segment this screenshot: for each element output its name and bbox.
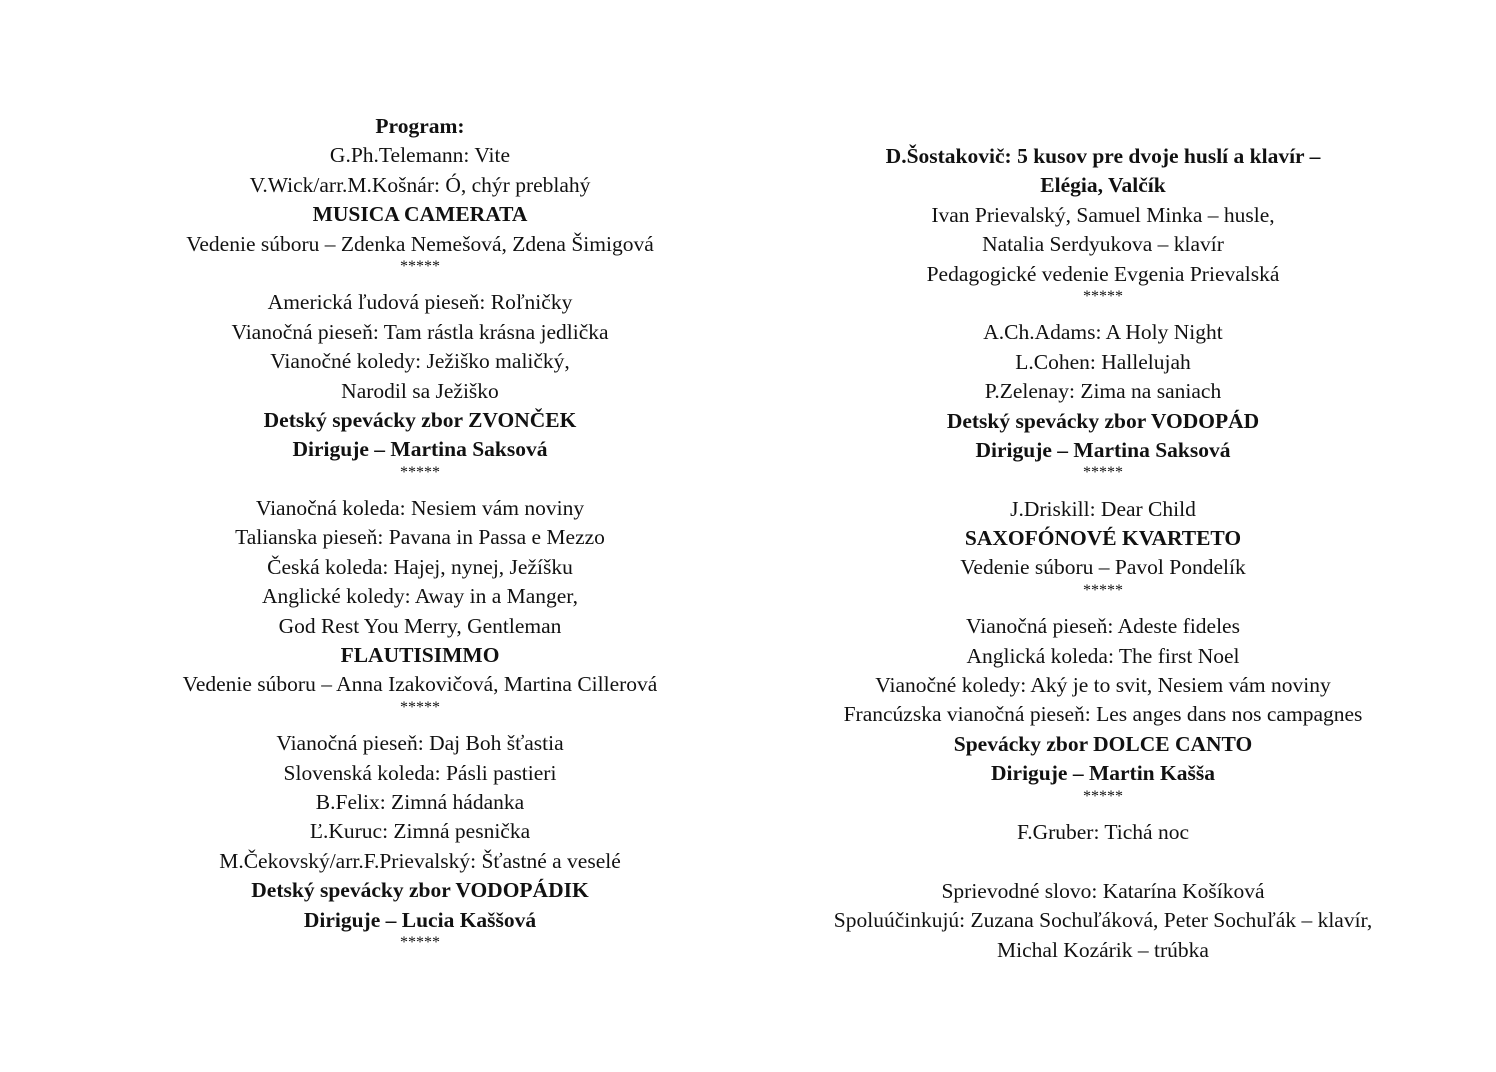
- program-item-ivan-prievalsky-samuel-minka-husle: Ivan Prievalský, Samuel Minka – husle,: [931, 202, 1275, 227]
- program-item-slovenska-koleda-pasli-pastieri: Slovenská koleda: Pásli pastieri: [283, 760, 557, 785]
- program-item-francuzska-vianocna-piesen-les-anges-dan: Francúzska vianočná pieseň: Les anges dans nos campagnes: [843, 702, 1363, 727]
- ensemble-heading-elegia-valcik: Elégia, Valčík: [1040, 173, 1166, 198]
- program-item-v-wick-arr-m-kosnar-o-chyr-preblahy: V.Wick/arr.M.Košnár: Ó, chýr preblahý: [249, 172, 591, 197]
- program-item-b-felix-zimna-hadanka: B.Felix: Zimná hádanka: [315, 789, 525, 814]
- program-item-pedagogicke-vedenie-evgenia-prievalska: Pedagogické vedenie Evgenia Prievalská: [926, 261, 1280, 286]
- section-divider: *****: [400, 463, 440, 481]
- ensemble-heading-detsky-spevacky-zbor-vodopadik: Detský spevácky zbor VODOPÁDIK: [251, 878, 589, 903]
- program-item-natalia-serdyukova-klavir: Natalia Serdyukova – klavír: [982, 232, 1224, 257]
- program-item-g-ph-telemann-vite: G.Ph.Telemann: Vite: [329, 143, 511, 168]
- section-divider: *****: [400, 257, 440, 275]
- program-item-l-cohen-hallelujah: L.Cohen: Hallelujah: [1015, 349, 1191, 374]
- program-item-ceska-koleda-hajej-nynej-jezisku: Česká koleda: Hajej, nynej, Ježíšku: [267, 554, 573, 579]
- program-left-column: [120, 112, 720, 964]
- ensemble-heading-program: Program:: [375, 114, 465, 138]
- blank-line: [790, 847, 1416, 876]
- program-item-vedenie-suboru-anna-izakovicova-martina-: Vedenie súboru – Anna Izakovičová, Martina Cillerová: [182, 672, 658, 697]
- ensemble-heading-musica-camerata: MUSICA CAMERATA: [312, 202, 528, 227]
- ensemble-heading-diriguje-lucia-kassova: Diriguje – Lucia Kaššová: [303, 907, 537, 932]
- program-item-l-kuruc-zimna-pesnicka: Ľ.Kuruc: Zimná pesnička: [309, 819, 531, 844]
- program-item-michal-kozarik-trubka: Michal Kozárik – trúbka: [997, 937, 1209, 962]
- ensemble-heading-diriguje-martina-saksova: Diriguje – Martina Saksová: [292, 437, 548, 462]
- section-divider: *****: [1083, 787, 1123, 805]
- program-item-vianocne-koledy-jezisko-malicky: Vianočné koledy: Ježiško maličký,: [270, 349, 570, 374]
- program-item-vianocna-piesen-adeste-fideles: Vianočná pieseň: Adeste fideles: [966, 614, 1240, 639]
- program-item-vedenie-suboru-zdenka-nemesova-zdena-sim: Vedenie súboru – Zdenka Nemešová, Zdena Šimigová: [186, 231, 654, 256]
- section-divider: *****: [1083, 581, 1123, 599]
- ensemble-heading-detsky-spevacky-zbor-vodopad: Detský spevácky zbor VODOPÁD: [946, 408, 1260, 433]
- program-item-vedenie-suboru-pavol-pondelik: Vedenie súboru – Pavol Pondelík: [960, 555, 1246, 580]
- ensemble-heading-d-sostakovic-5-kusov-pre-dvoje-husli-a-k: D.Šostakovič: 5 kusov pre dvoje huslí a klavír –: [885, 144, 1321, 168]
- program-item-americka-ludova-piesen-rolnicky: Americká ľudová pieseň: Roľničky: [267, 290, 573, 315]
- program-item-god-rest-you-merry-gentleman: God Rest You Merry, Gentleman: [278, 613, 562, 638]
- ensemble-heading-diriguje-martin-kassa: Diriguje – Martin Kašša: [991, 761, 1215, 786]
- program-item-a-ch-adams-a-holy-night: A.Ch.Adams: A Holy Night: [983, 320, 1223, 345]
- program-item-vianocne-koledy-aky-je-to-svit-nesiem-va: Vianočné koledy: Aký je to svit, Nesiem vám noviny: [875, 673, 1331, 698]
- program-item-vianocna-piesen-tam-rastla-krasna-jedlic: Vianočná pieseň: Tam rástla krásna jedlička: [231, 319, 609, 344]
- program-item-narodil-sa-jezisko: Narodil sa Ježiško: [341, 378, 499, 403]
- ensemble-heading-detsky-spevacky-zbor-zvoncek: Detský spevácky zbor ZVONČEK: [263, 407, 577, 432]
- program-item-p-zelenay-zima-na-saniach: P.Zelenay: Zima na saniach: [984, 379, 1222, 404]
- section-divider: *****: [1083, 464, 1123, 482]
- program-item-vianocna-piesen-daj-boh-stastia: Vianočná pieseň: Daj Boh šťastia: [276, 731, 564, 756]
- section-divider: *****: [1083, 287, 1123, 305]
- program-item-talianska-piesen-pavana-in-passa-e-mezzo: Talianska pieseň: Pavana in Passa e Mezzo: [235, 525, 605, 550]
- program-item-anglicka-koleda-the-first-noel: Anglická koleda: The first Noel: [966, 643, 1240, 668]
- program-item-m-cekovsky-arr-f-prievalsky-stastne-a-ve: M.Čekovský/arr.F.Prievalský: Šťastné a veselé: [219, 848, 621, 873]
- ensemble-heading-flautisimmo: FLAUTISIMMO: [340, 643, 500, 668]
- program-item-spoluucinkuju-zuzana-sochulakova-peter-s: Spoluúčinkujú: Zuzana Sochuľáková, Peter Sochuľák – klavír,: [833, 908, 1373, 933]
- program-right-column: [790, 142, 1416, 965]
- program-item-sprievodne-slovo-katarina-kosikova: Sprievodné slovo: Katarína Košíková: [941, 878, 1265, 903]
- program-item-vianocna-koleda-nesiem-vam-noviny: Vianočná koleda: Nesiem vám noviny: [255, 496, 585, 521]
- ensemble-heading-saxofonove-kvarteto: SAXOFÓNOVÉ KVARTETO: [964, 526, 1242, 551]
- program-item-anglicke-koledy-away-in-a-manger: Anglické koledy: Away in a Manger,: [261, 584, 578, 609]
- section-divider: *****: [400, 933, 440, 951]
- program-item-j-driskill-dear-child: J.Driskill: Dear Child: [1010, 496, 1196, 521]
- program-item-f-gruber-ticha-noc: F.Gruber: Tichá noc: [1016, 819, 1190, 844]
- section-divider: *****: [400, 698, 440, 716]
- ensemble-heading-spevacky-zbor-dolce-canto: Spevácky zbor DOLCE CANTO: [953, 731, 1253, 756]
- ensemble-heading-diriguje-martina-saksova: Diriguje – Martina Saksová: [975, 437, 1231, 462]
